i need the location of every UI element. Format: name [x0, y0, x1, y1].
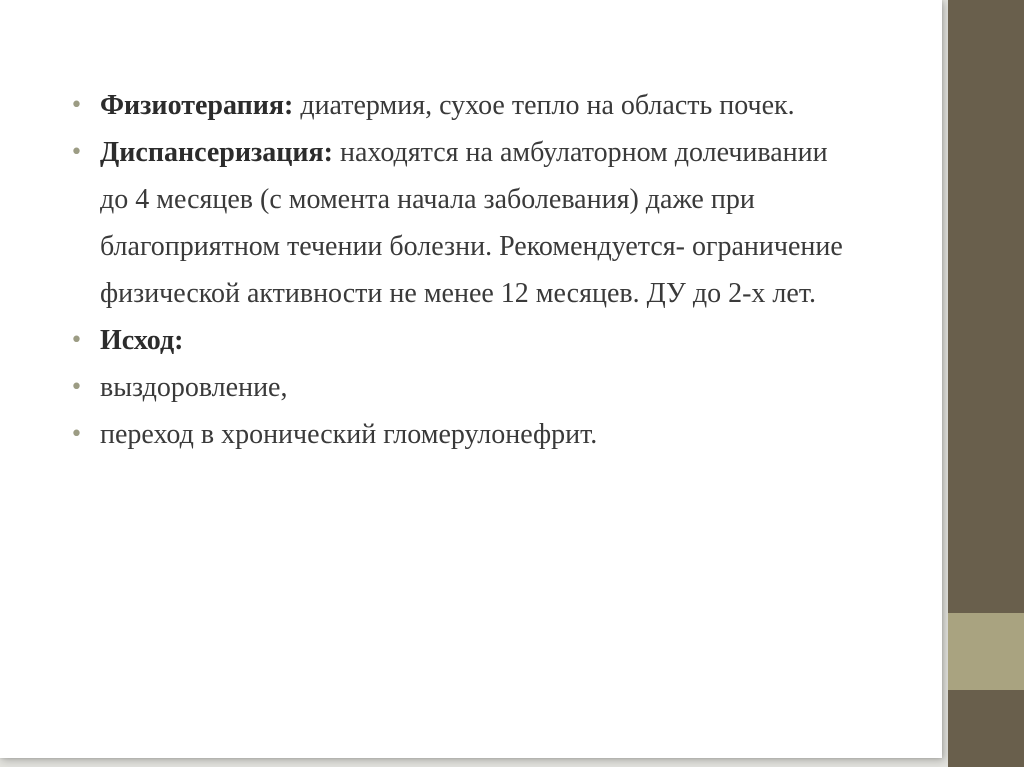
bullet-icon: • — [70, 93, 83, 118]
list-item-outcome — [70, 317, 860, 364]
item-text: находятся на амбулаторном долечивании до 4 месяцев (с момента начала заболевания) даже при благоприятном течении болезни. Рекомендуется- ограничение физической активности не менее 12 месяцев. ДУ до 2-х лет. — [100, 137, 843, 309]
list-item-physiotherapy — [70, 82, 860, 129]
sidebar-accent-block — [948, 613, 1024, 690]
item-label: Физиотерапия: — [100, 90, 294, 121]
item-text: переход в хронический гломерулонефрит. — [100, 419, 598, 450]
bullet-icon: • — [70, 140, 83, 165]
bullet-icon: • — [70, 375, 83, 400]
item-text: диатермия, сухое тепло на область почек. — [293, 90, 795, 121]
bullet-list — [70, 82, 860, 458]
list-item-recovery — [70, 364, 860, 411]
item-label: Исход: — [100, 325, 184, 356]
list-item-chronic — [70, 411, 860, 458]
bullet-icon: • — [70, 422, 83, 447]
list-item-dispensary — [70, 129, 860, 317]
item-text: выздоровление, — [100, 372, 288, 403]
item-label: Диспансеризация: — [100, 137, 333, 168]
bullet-icon: • — [70, 328, 83, 353]
